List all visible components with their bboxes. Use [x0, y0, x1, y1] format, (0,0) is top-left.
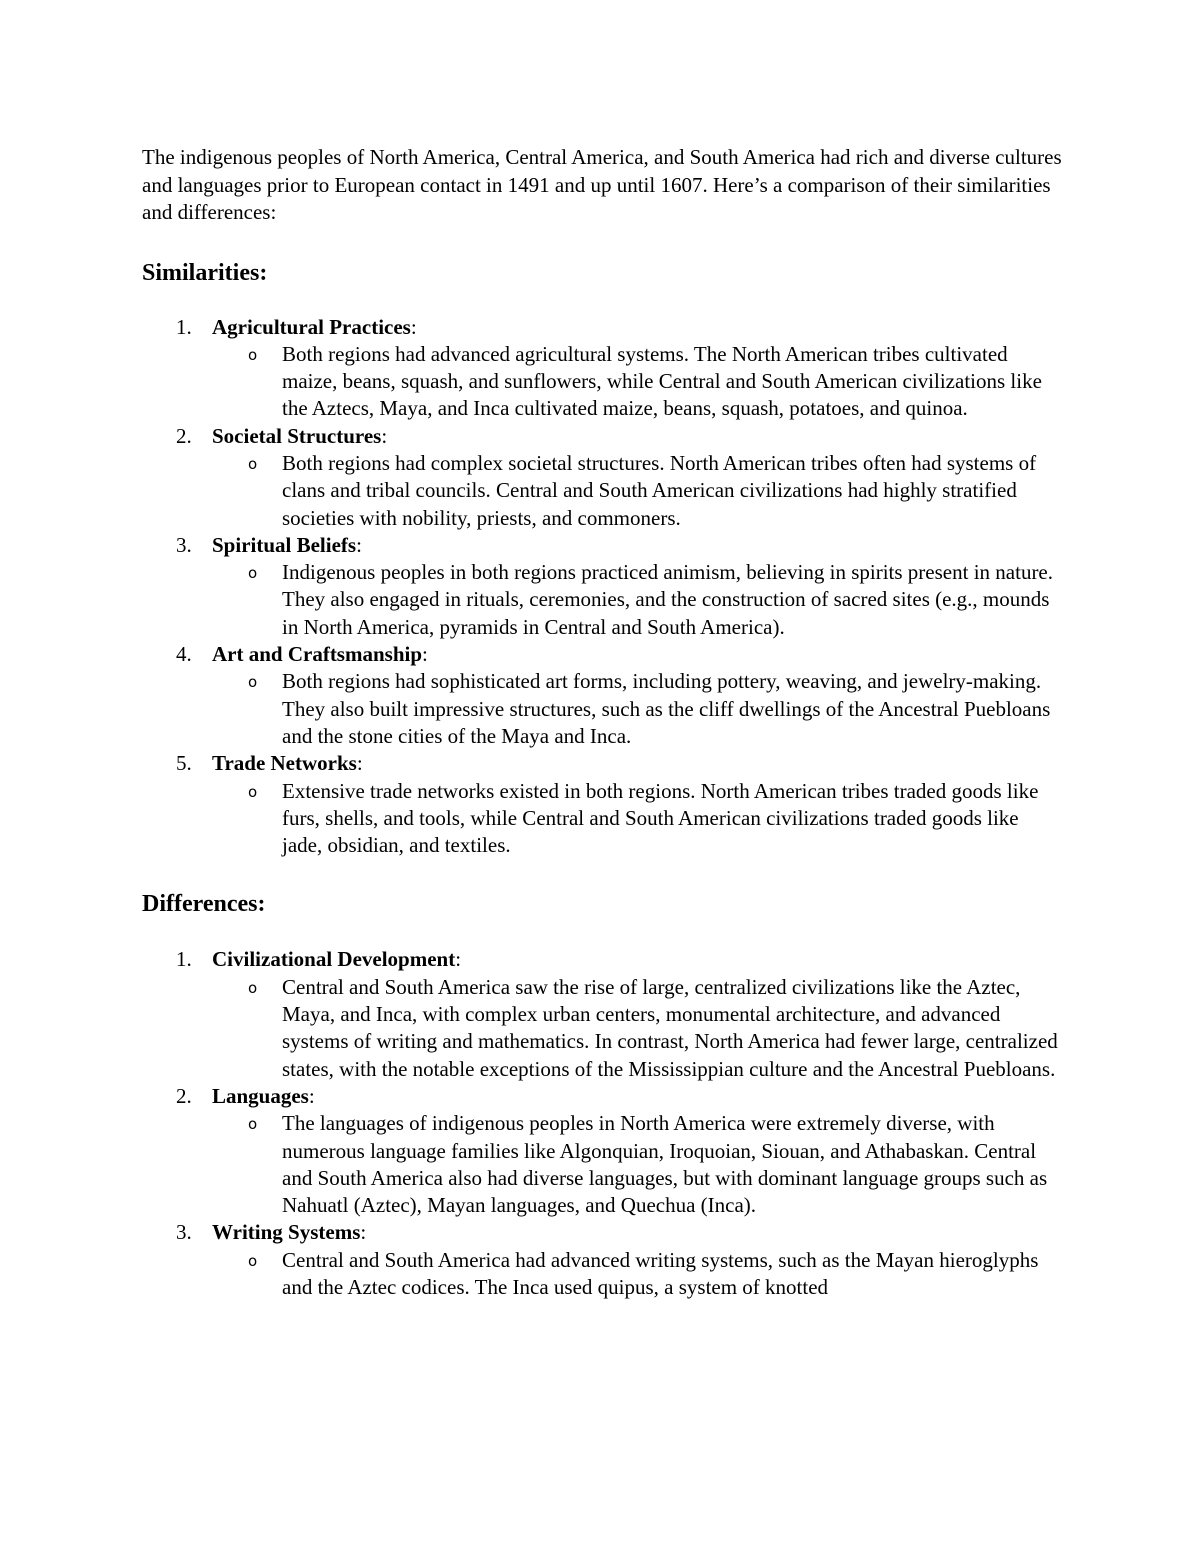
item-colon: : — [356, 751, 363, 776]
list-item — [142, 423, 1062, 532]
sub-item — [212, 559, 1062, 641]
item-number: 4. — [176, 642, 192, 667]
item-colon: : — [360, 1220, 367, 1245]
sub-item-text: Both regions had sophisticated art forms, including pottery, weaving, and jewelry-making. They also built impressive structures, such as the cliff dwellings of the Ancestral Puebloans and the stone cities of the Maya and Inca. — [282, 669, 1051, 748]
hollow-bullet-icon: o — [248, 1251, 258, 1270]
item-title: Civilizational Development — [212, 947, 456, 972]
sub-item-text: Both regions had advanced agricultural systems. The North American tribes cultivated maize, beans, squash, and sunflowers, while Central and South American civilizations like the Aztecs, Maya, and Inca cultivated maize, beans, squash, potatoes, and quinoa. — [282, 341, 1042, 421]
item-title: Spiritual Beliefs — [212, 532, 357, 557]
hollow-bullet-icon: o — [248, 1115, 258, 1134]
item-number: 3. — [176, 1220, 192, 1245]
sub-item-text: The languages of indigenous peoples in North America were extremely diverse, with numerous language families like Algonquian, Iroquoian, Siouan, and Athabaskan. Central and South America also had diverse languages, but with dominant language groups such as Nahuatl (Aztec), Mayan languages, and Quechua (Inca). — [282, 1111, 1048, 1218]
similarities-heading: Similarities: — [142, 259, 268, 286]
sub-item — [212, 668, 1062, 750]
sub-item-text: Indigenous peoples in both regions practiced animism, believing in spirits present in nature. They also engaged in rituals, ceremonies, and the construction of sacred sites (e.g., mounds in North America, pyramids in Central and South America). — [282, 560, 1054, 639]
list-item — [142, 641, 1062, 750]
sub-item-text: Central and South America had advanced writing systems, such as the Mayan hieroglyphs and the Aztec codices. The Inca used quipus, a system of knotted — [282, 1247, 1039, 1299]
sub-item-text: Extensive trade networks existed in both regions. North American tribes traded goods like furs, shells, and tools, while Central and South American civilizations traded goods like jade, obsidian, and textiles. — [282, 778, 1039, 858]
item-number: 5. — [176, 751, 192, 776]
hollow-bullet-icon: o — [248, 673, 258, 692]
item-number: 3. — [176, 532, 192, 557]
item-title: Agricultural Practices — [212, 314, 411, 339]
item-colon: : — [455, 947, 462, 972]
differences-heading: Differences: — [142, 891, 266, 918]
list-item — [142, 1083, 1062, 1219]
document-body — [142, 144, 1062, 1301]
differences-list — [142, 946, 1062, 1301]
item-title: Languages — [212, 1083, 309, 1108]
item-colon: : — [422, 642, 428, 667]
list-item — [142, 1219, 1062, 1301]
similarities-list — [142, 314, 1062, 860]
item-colon: : — [308, 1083, 315, 1108]
list-item — [142, 532, 1062, 641]
item-number: 1. — [176, 947, 192, 972]
item-title: Writing Systems — [212, 1220, 361, 1245]
item-number: 1. — [176, 314, 192, 339]
item-number: 2. — [176, 1083, 192, 1108]
item-number: 2. — [176, 423, 192, 448]
item-title: Societal Structures — [212, 423, 382, 448]
hollow-bullet-icon: o — [248, 564, 258, 583]
sub-item-text: Central and South America saw the rise of large, centralized civilizations like the Aztec, Maya, and Inca, with complex urban centers, monumental architecture, and advanced systems of writing and mathematics. In contrast, North America had fewer large, centralized states, with the notable exceptions of the Mississippian culture and the Ancestral Puebloans. — [282, 974, 1058, 1081]
intro-paragraph: The indigenous peoples of North America, Central America, and South America had rich and diverse cultures and languages prior to European contact in 1491 and up until 1607. Here’s a comparison of their similarities and differences: — [142, 145, 1062, 224]
sub-item-text: Both regions had complex societal structures. North American tribes often had systems of clans and tribal councils. Central and South American civilizations had highly stratified societies with nobility, priests, and commoners. — [282, 450, 1037, 530]
item-colon: : — [410, 314, 417, 339]
sub-item — [212, 1110, 1062, 1219]
list-item — [142, 314, 1062, 423]
hollow-bullet-icon: o — [248, 978, 258, 997]
item-title: Trade Networks — [212, 751, 357, 776]
item-colon: : — [356, 532, 362, 557]
item-colon: : — [381, 423, 388, 448]
sub-item — [212, 450, 1062, 532]
item-title: Art and Craftsmanship — [212, 642, 423, 667]
hollow-bullet-icon: o — [248, 345, 258, 364]
list-item — [142, 750, 1062, 859]
hollow-bullet-icon: o — [248, 782, 258, 801]
sub-item — [212, 341, 1062, 423]
sub-item — [212, 778, 1062, 860]
hollow-bullet-icon: o — [248, 454, 258, 473]
list-item — [142, 946, 1062, 1082]
sub-item — [212, 974, 1062, 1083]
sub-item — [212, 1247, 1062, 1302]
